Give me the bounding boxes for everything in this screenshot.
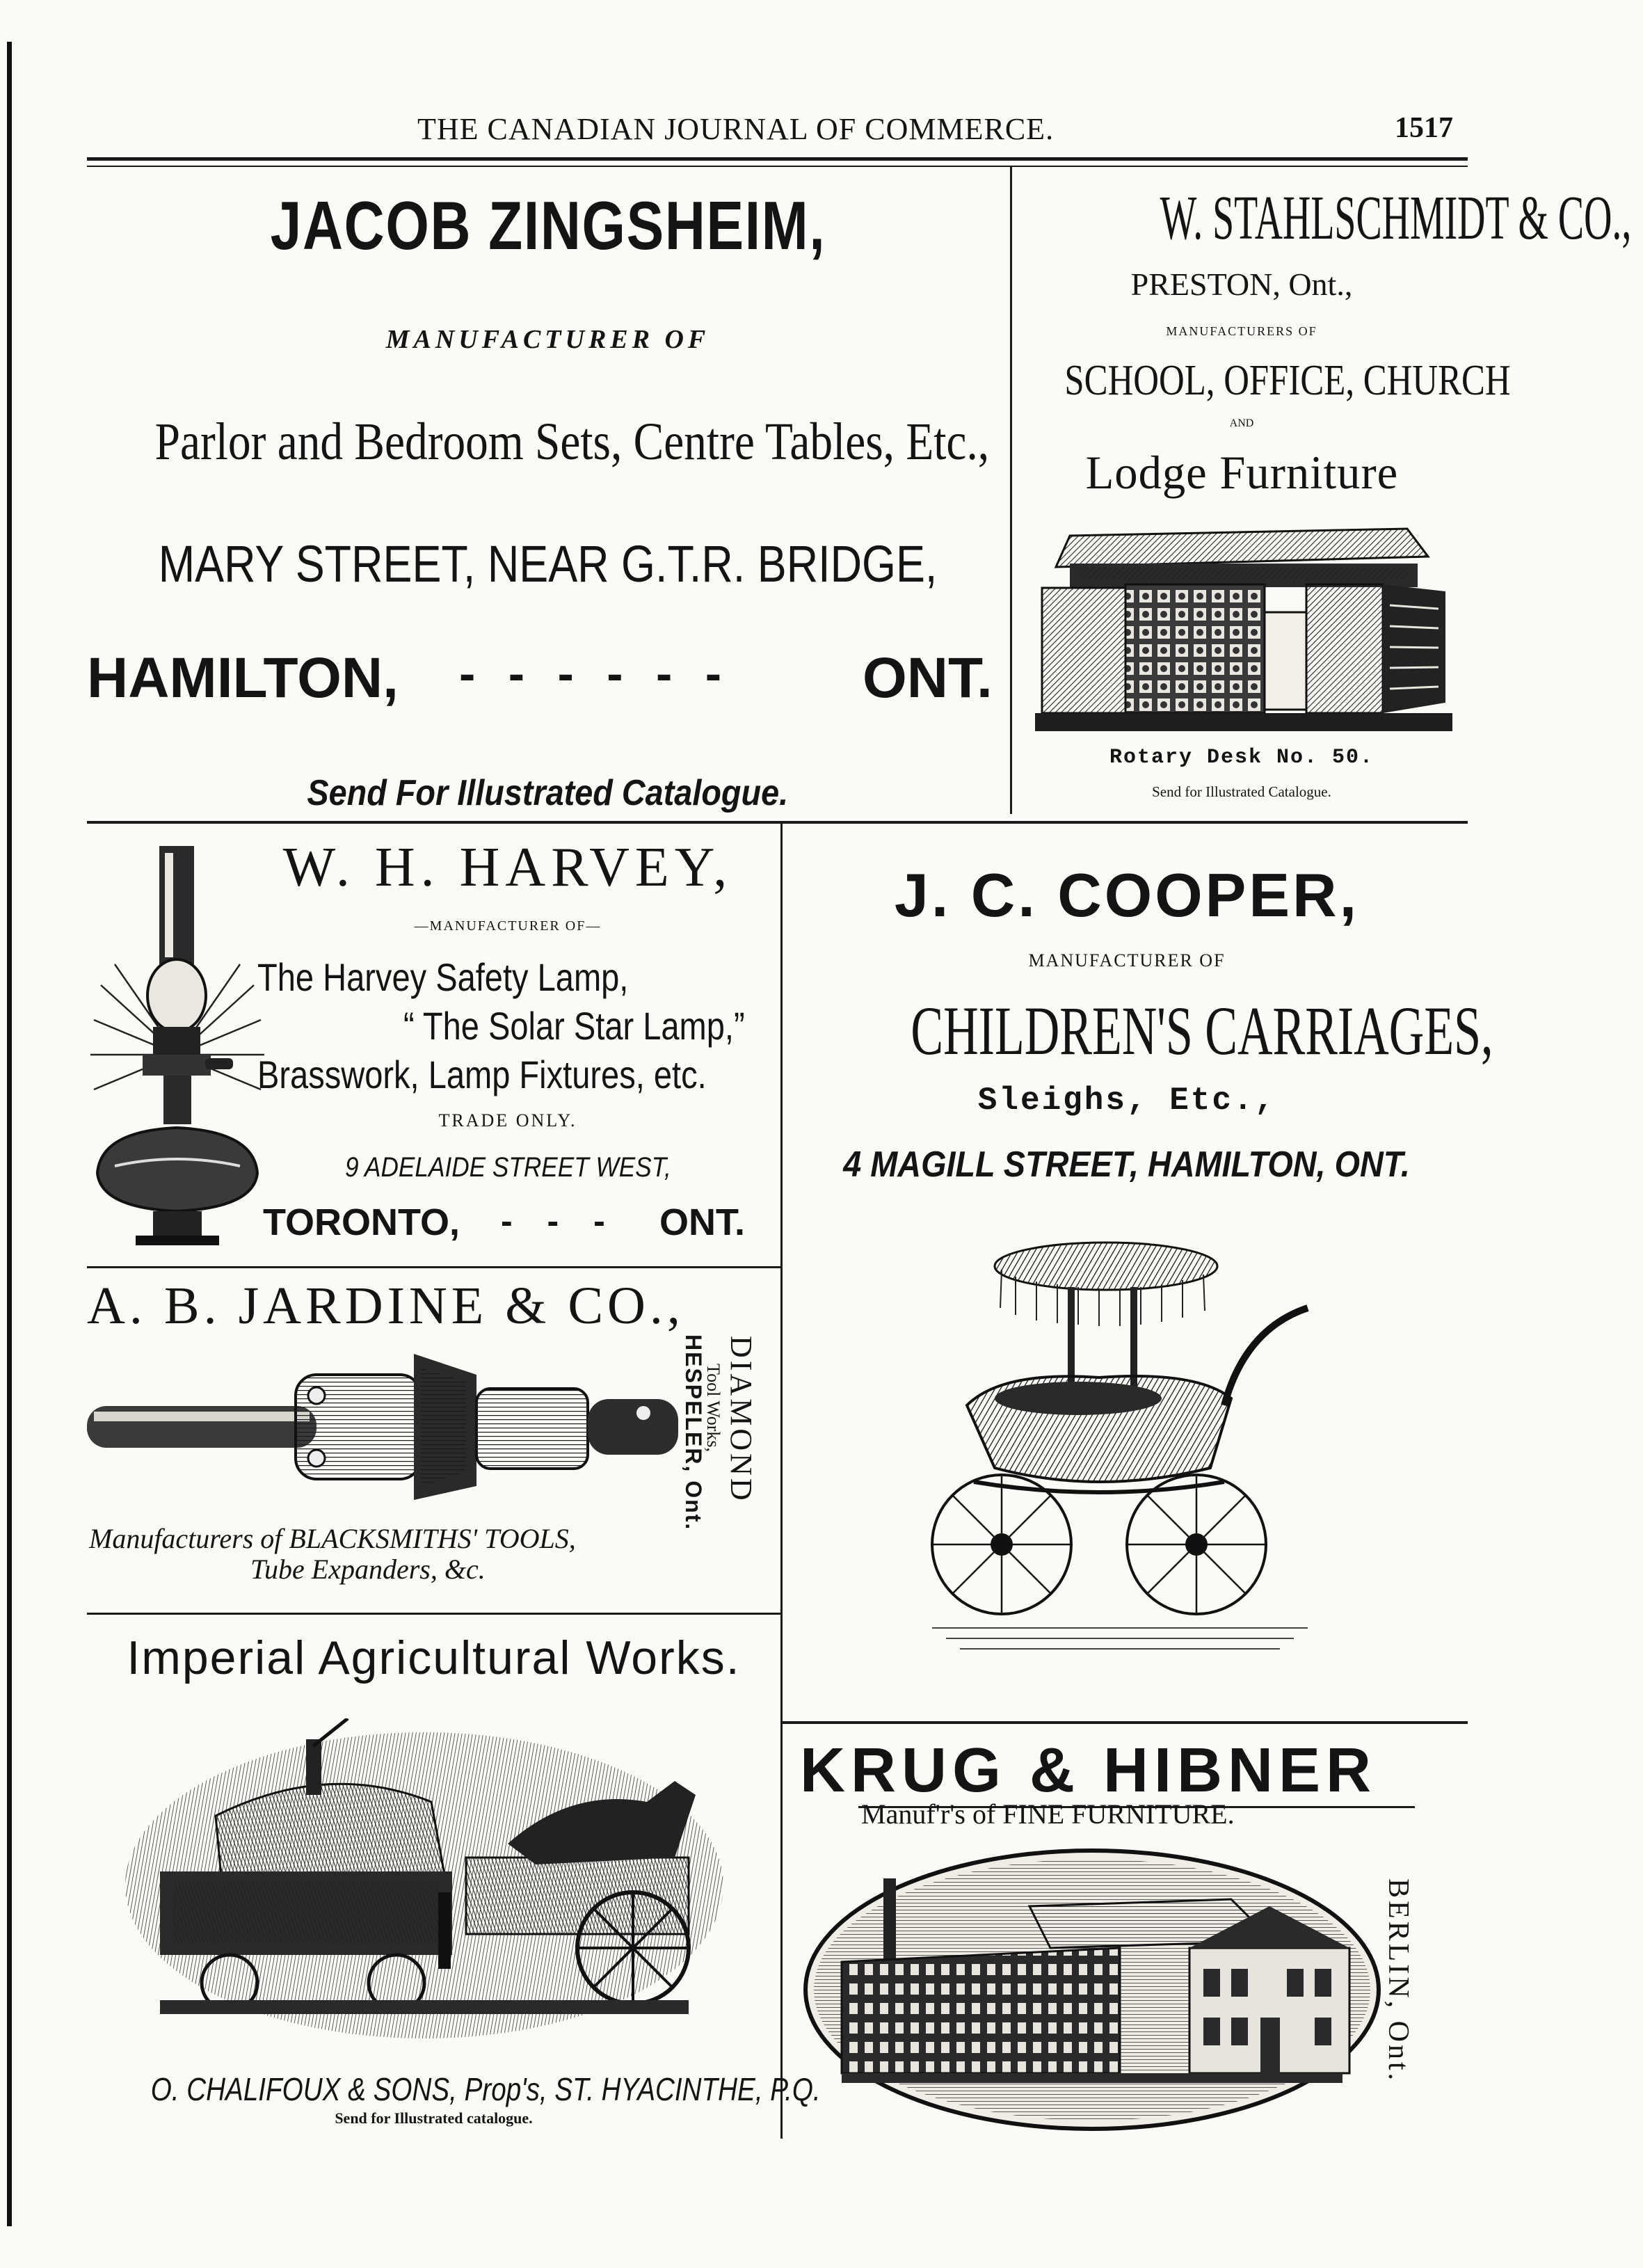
imperial-catalogue: Send for Illustrated catalogue.: [335, 2109, 533, 2127]
stahlschmidt-name-row: [1016, 182, 1632, 254]
stahlschmidt-name: W. STAHLSCHMIDT & CO.,: [1160, 184, 1632, 253]
stahlschmidt-caption: Rotary Desk No. 50.: [1109, 746, 1374, 769]
lamp-illustration: [87, 846, 268, 1249]
jardine-side3: HESPELER, Ont.: [681, 1334, 706, 1531]
stahlschmidt-location-row: [1016, 266, 1468, 303]
harvey-dashes: - - -: [501, 1201, 618, 1240]
harvey-address-row: [250, 1152, 765, 1183]
cooper-products2: Sleighs, Etc.,: [977, 1083, 1276, 1119]
zingsheim-products-row: [87, 412, 1009, 472]
harvey-subtitle-row: [250, 918, 765, 934]
harvey-line1: The Harvey Safety Lamp,: [257, 955, 629, 999]
header-rule: [87, 157, 1468, 161]
section-rule-jardine: [87, 1613, 780, 1615]
harvey-line2: “ The Solar Star Lamp,”: [403, 1004, 745, 1048]
section-rule-1: [87, 821, 1468, 824]
stahlschmidt-catalogue: Send for Illustrated Catalogue.: [1152, 783, 1331, 800]
threshing-machine-illustration: [118, 1718, 730, 2052]
blacksmith-tool-illustration: [87, 1340, 692, 1514]
column-rule-top: [1010, 167, 1012, 814]
cooper-products2-row: [786, 1083, 1468, 1119]
stahlschmidt-subtitle: MANUFACTURERS OF: [1166, 324, 1317, 338]
stahlschmidt-caption-row: [1016, 746, 1468, 769]
zingsheim-name-row: [87, 186, 1009, 265]
harvey-address: 9 ADELAIDE STREET WEST,: [344, 1152, 671, 1183]
krug-subtitle: Manuf'r's of FINE FURNITURE.: [861, 1798, 1235, 1830]
stahlschmidt-products2: Lodge Furniture: [1085, 446, 1398, 499]
stahlschmidt-products: SCHOOL, OFFICE, CHURCH: [1064, 357, 1511, 404]
harvey-name-row: [250, 836, 765, 900]
jardine-line1: Manufacturers of BLACKSMITHS' TOOLS,: [89, 1523, 576, 1554]
jardine-side2: Tool Works,: [703, 1364, 723, 1453]
zingsheim-products: Parlor and Bedroom Sets, Centre Tables, Etc.,: [154, 413, 990, 471]
stahlschmidt-products2-row: [1016, 445, 1468, 500]
jardine-name: A. B. JARDINE & CO.,: [87, 1277, 684, 1335]
cooper-address-row: [786, 1144, 1468, 1185]
section-rule-harvey: [87, 1266, 780, 1268]
zingsheim-dashes: - - - - - -: [459, 646, 732, 701]
krug-side: BERLIN, Ont.: [1382, 1878, 1414, 2084]
harvey-subtitle: —MANUFACTURER OF—: [414, 918, 602, 934]
cooper-products: CHILDREN'S CARRIAGES,: [911, 992, 1493, 1069]
harvey-line3: Brasswork, Lamp Fixtures, etc.: [257, 1053, 707, 1096]
harvey-city: TORONTO,: [263, 1201, 460, 1243]
zingsheim-subtitle-row: [87, 324, 1009, 355]
rotary-desk-illustration: [1028, 515, 1452, 737]
zingsheim-subtitle: MANUFACTURER OF: [385, 325, 710, 354]
imperial-proprietors: O. CHALIFOUX & SONS, Prop's, ST. HYACINTHE, P.Q.: [150, 2071, 821, 2107]
cooper-subtitle-row: [786, 950, 1468, 971]
cooper-address: 4 MAGILL STREET, HAMILTON, ONT.: [843, 1144, 1411, 1185]
zingsheim-catalogue: Send For Illustrated Catalogue.: [307, 773, 789, 813]
header-rule-thin: [87, 166, 1468, 167]
cooper-name-row: [786, 860, 1468, 931]
harvey-province: ONT.: [659, 1201, 746, 1243]
page-number: 1517: [1395, 112, 1453, 144]
zingsheim-address: MARY STREET, NEAR G.T.R. BRIDGE,: [158, 535, 938, 593]
cooper-name: J. C. COOPER,: [894, 861, 1360, 929]
jardine-side1: DIAMOND: [724, 1336, 758, 1503]
stahlschmidt-and: AND: [1229, 417, 1254, 429]
imperial-name: Imperial Agricultural Works.: [127, 1631, 741, 1684]
imperial-catalogue-row: [87, 2109, 780, 2127]
factory-illustration: [800, 1844, 1384, 2136]
imperial-proprietors-row: [87, 2070, 821, 2108]
childrens-carriage-illustration: [918, 1238, 1349, 1670]
section-rule-cooper: [782, 1721, 1468, 1724]
zingsheim-city: HAMILTON,: [87, 646, 399, 710]
cooper-products-row: [786, 991, 1493, 1071]
imperial-name-row: [87, 1631, 780, 1685]
binding-edge: [7, 42, 12, 2226]
zingsheim-address-row: [87, 534, 1009, 593]
zingsheim-province: ONT.: [863, 646, 993, 710]
stahlschmidt-catalogue-row: [1016, 783, 1468, 801]
running-header: THE CANADIAN JOURNAL OF COMMERCE.: [417, 112, 1055, 146]
column-rule-bottom: [780, 824, 783, 2139]
cooper-subtitle: MANUFACTURER OF: [1028, 950, 1226, 971]
zingsheim-catalogue-row: [87, 772, 1009, 814]
zingsheim-name: JACOB ZINGSHEIM,: [270, 187, 826, 264]
stahlschmidt-subtitle-row: [1016, 324, 1468, 339]
stahlschmidt-location: PRESTON, Ont.,: [1130, 266, 1353, 302]
jardine-line2: Tube Expanders, &c.: [250, 1554, 486, 1585]
harvey-trade: TRADE ONLY.: [438, 1110, 577, 1131]
krug-name: KRUG & HIBNER: [800, 1736, 1377, 1805]
stahlschmidt-products-row: [1016, 356, 1511, 406]
harvey-trade-row: [250, 1110, 765, 1131]
stahlschmidt-and-row: [1016, 416, 1468, 430]
harvey-name: W. H. HARVEY,: [282, 837, 733, 898]
